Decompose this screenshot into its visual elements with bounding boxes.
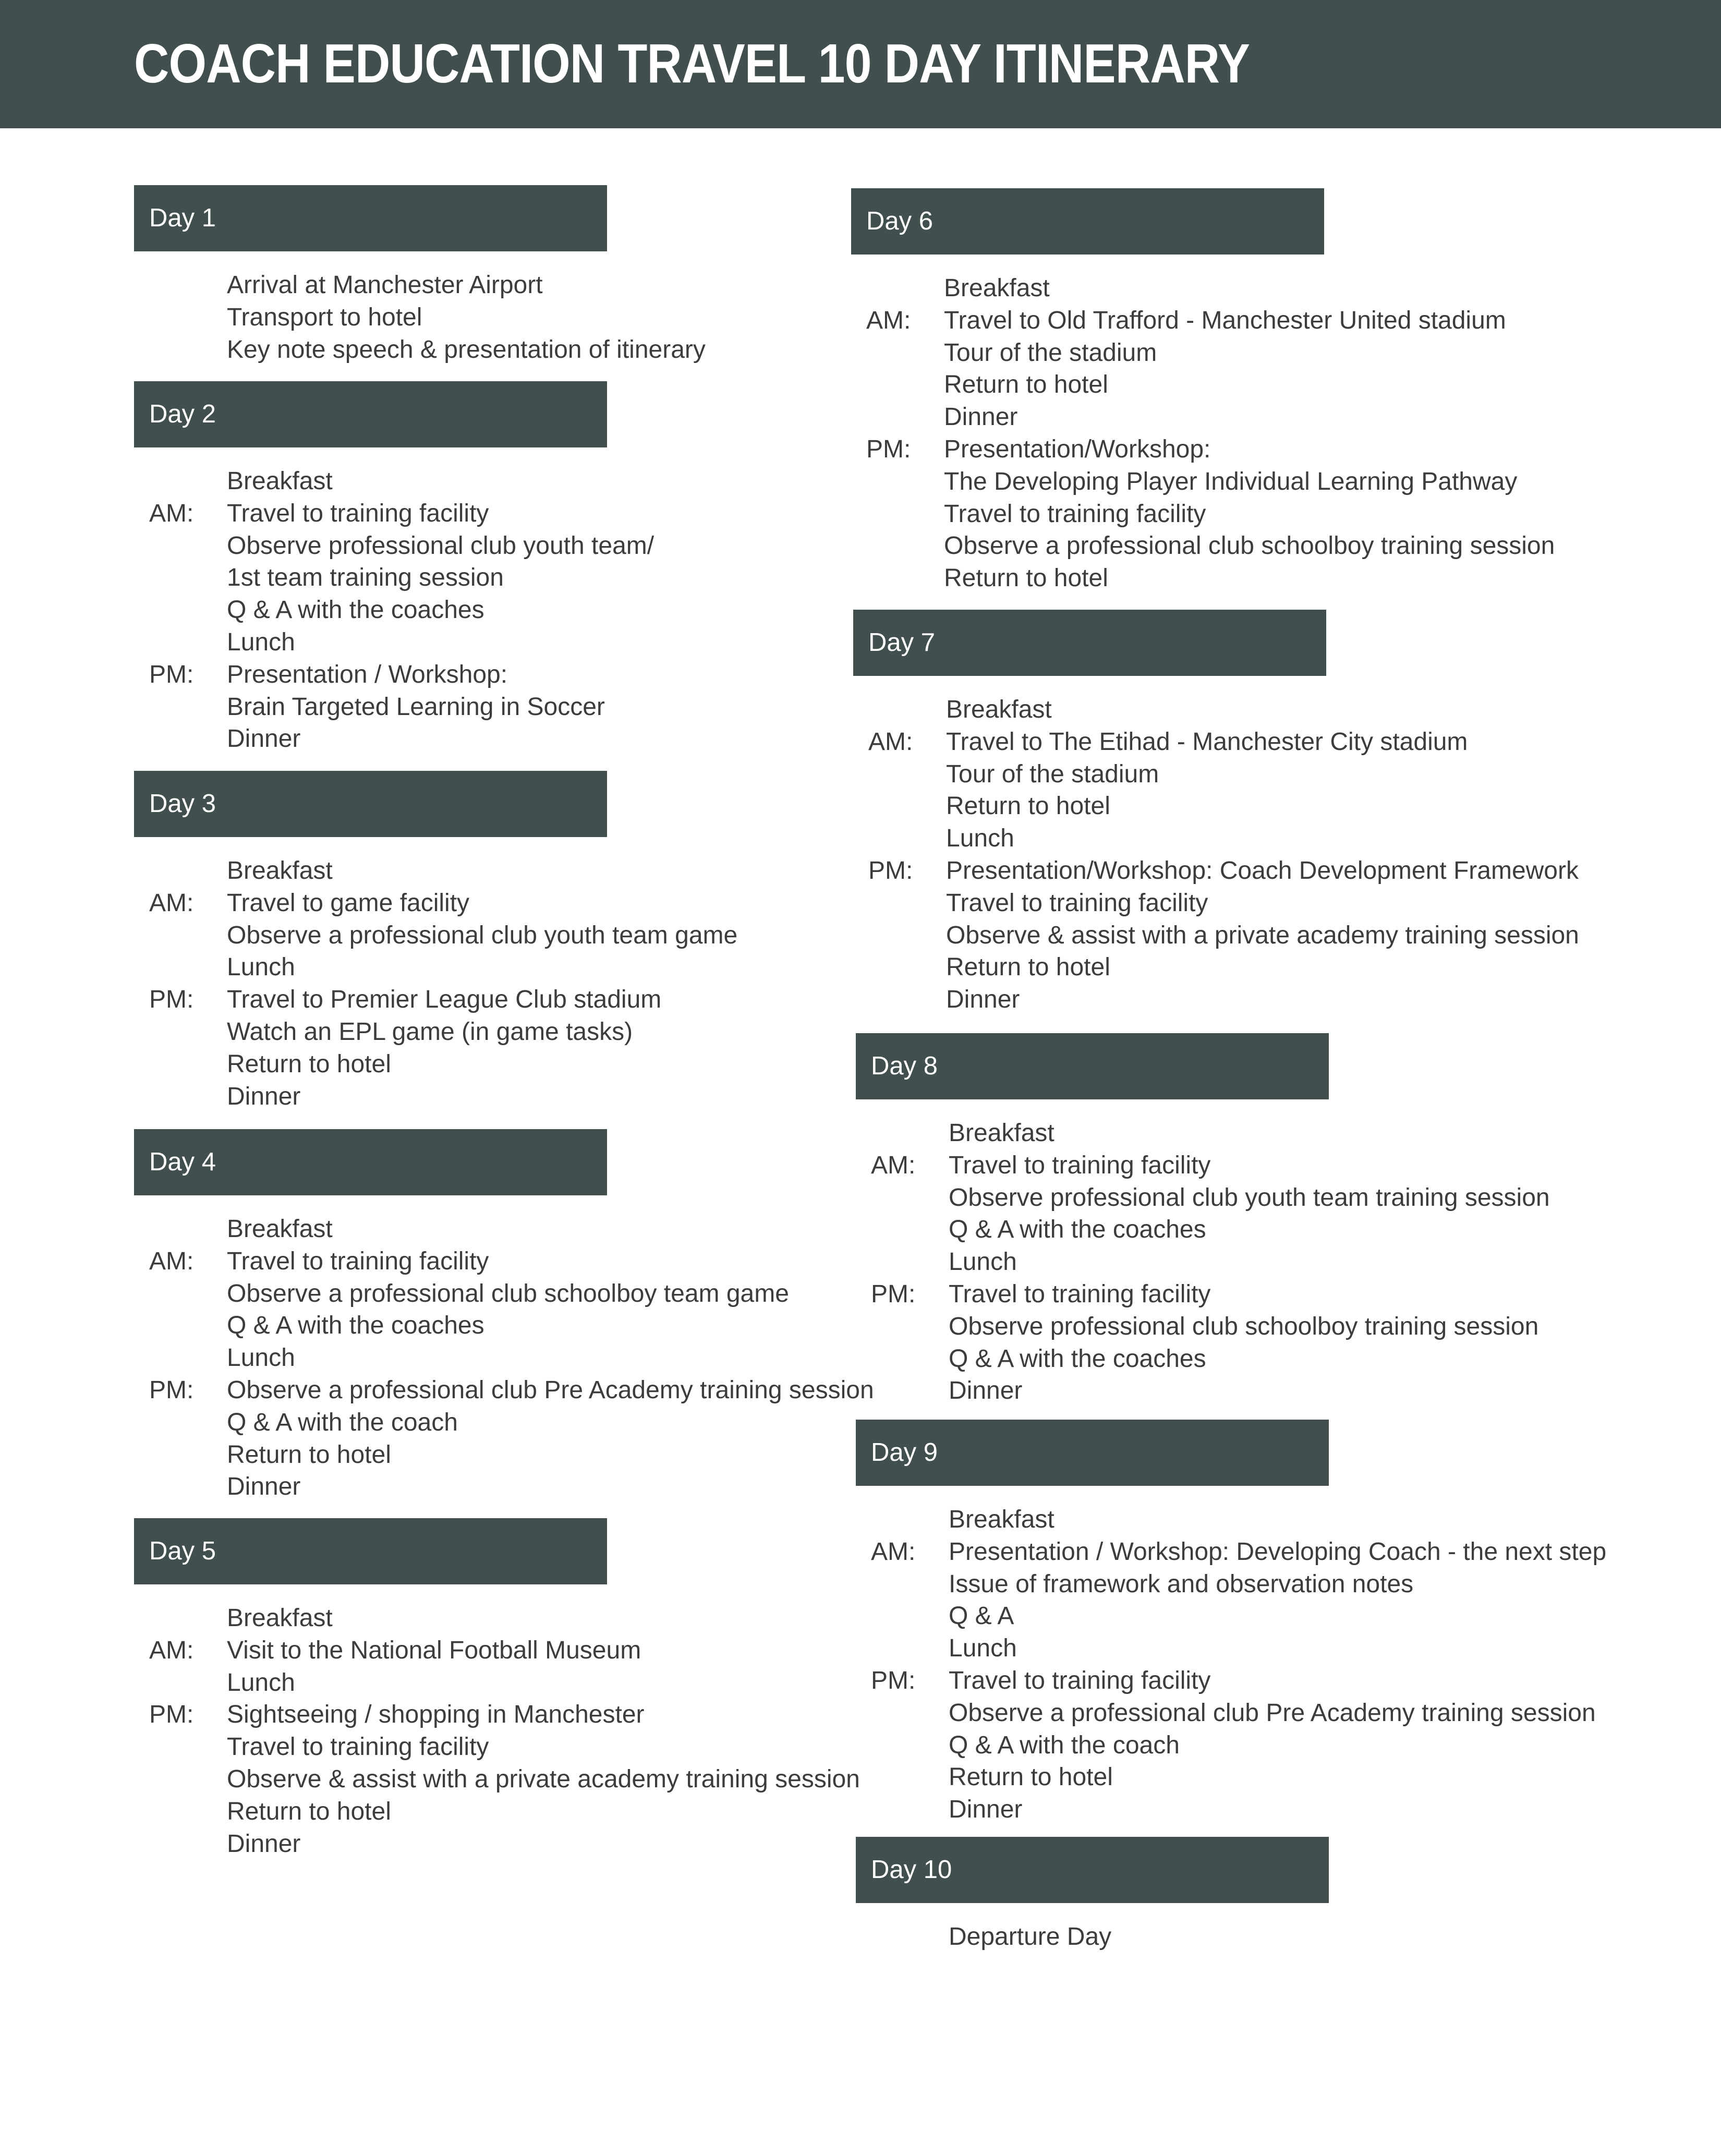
activity-text: Dinner — [944, 403, 1018, 431]
activity-text: Observe & assist with a private academy training session — [227, 1765, 860, 1793]
activity-text: Q & A with the coach — [949, 1731, 1180, 1759]
activity-row — [853, 951, 1326, 984]
activity-text: Brain Targeted Learning in Soccer — [227, 693, 605, 721]
day-header-bar — [134, 1129, 607, 1195]
activity-row — [134, 984, 662, 1016]
activity-row — [856, 1117, 1329, 1149]
time-of-day-tag: PM: — [149, 660, 194, 688]
activity-row — [134, 1213, 607, 1245]
activity-row — [134, 1699, 645, 1731]
day-label: Day 7 — [868, 628, 936, 657]
activity-text: Return to hotel — [946, 953, 1110, 982]
activity-text: Presentation / Workshop: — [227, 660, 508, 688]
activity-row — [134, 951, 607, 984]
time-of-day-tag: PM: — [149, 986, 194, 1014]
activity-text: Transport to hotel — [227, 303, 422, 331]
activity-row — [134, 1048, 607, 1081]
activity-row — [851, 530, 1555, 562]
activity-text: Breakfast — [949, 1506, 1055, 1533]
activity-row — [134, 334, 706, 366]
activity-text: Breakfast — [949, 1119, 1055, 1147]
time-of-day-tag: PM: — [149, 1376, 194, 1404]
activity-row — [134, 1374, 874, 1407]
activity-text: Lunch — [227, 1668, 295, 1697]
activity-row — [134, 1245, 607, 1278]
activity-row — [134, 1667, 607, 1699]
activity-row — [134, 562, 607, 594]
activity-row — [853, 758, 1326, 791]
activity-text: Presentation / Workshop: Developing Coach - the next step — [949, 1537, 1607, 1566]
activity-row — [856, 1921, 1329, 1953]
activity-row — [134, 919, 738, 952]
activity-text: Return to hotel — [227, 1050, 391, 1078]
activity-row — [851, 369, 1324, 401]
activity-row — [851, 498, 1324, 530]
activity-text: Return to hotel — [227, 1797, 391, 1825]
activity-row — [134, 1731, 607, 1763]
time-of-day-tag: AM: — [871, 1537, 916, 1566]
activity-row — [856, 1504, 1329, 1536]
activity-text: Q & A with the coaches — [227, 1312, 484, 1340]
activity-text: Breakfast — [946, 696, 1052, 723]
day-activity-list — [856, 1117, 1550, 1407]
activity-text: Watch an EPL game (in game tasks) — [227, 1018, 633, 1046]
day-label: Day 6 — [866, 207, 934, 235]
activity-row — [134, 691, 607, 723]
time-of-day-tag: PM: — [868, 856, 913, 885]
activity-row — [856, 1246, 1329, 1278]
time-of-day-tag: PM: — [149, 1701, 194, 1729]
activity-row — [853, 790, 1326, 822]
day-section — [856, 1837, 1329, 1953]
activity-text: Sightseeing / shopping in Manchester — [227, 1701, 645, 1729]
activity-row — [856, 1278, 1329, 1311]
day-activity-list — [851, 272, 1555, 595]
activity-row — [134, 269, 607, 301]
activity-text: Lunch — [227, 1344, 295, 1372]
day-section — [134, 1518, 860, 1860]
day-activity-list — [134, 1213, 874, 1503]
activity-row — [856, 1665, 1329, 1697]
activity-row — [134, 1407, 607, 1439]
activity-row — [856, 1697, 1596, 1729]
activity-text: Observe a professional club Pre Academy training session — [227, 1376, 874, 1404]
page-header — [0, 0, 1721, 128]
day-section — [856, 1420, 1607, 1826]
activity-row — [134, 301, 607, 334]
activity-text: Presentation/Workshop: — [944, 435, 1211, 463]
activity-row — [851, 401, 1324, 433]
activity-row — [134, 1081, 607, 1113]
activity-row — [134, 855, 607, 887]
activity-row — [134, 1439, 607, 1471]
activity-row — [134, 1471, 607, 1503]
activity-row — [856, 1214, 1329, 1246]
activity-text: Return to hotel — [944, 371, 1108, 399]
activity-text: Q & A — [949, 1602, 1014, 1630]
day-label: Day 2 — [149, 400, 216, 428]
activity-text: Q & A with the coaches — [949, 1216, 1206, 1244]
activity-row — [853, 984, 1326, 1016]
activity-row — [851, 562, 1324, 595]
activity-text: Observe professional club youth team training session — [949, 1183, 1550, 1212]
activity-text: Observe a professional club schoolboy training session — [944, 532, 1555, 560]
activity-text: Travel to training facility — [227, 1247, 489, 1275]
activity-text: Tour of the stadium — [946, 760, 1159, 788]
activity-text: Lunch — [227, 628, 295, 656]
day-header-bar — [851, 188, 1324, 255]
activity-row — [134, 1016, 633, 1048]
activity-text: Observe a professional club youth team game — [227, 921, 738, 949]
activity-row — [856, 1568, 1414, 1601]
day-section — [856, 1033, 1550, 1407]
activity-text: Dinner — [227, 1473, 301, 1501]
day-section — [134, 1129, 874, 1503]
activity-row — [134, 1796, 607, 1828]
activity-row — [856, 1343, 1329, 1375]
day-section — [134, 185, 706, 366]
activity-text: Travel to training facility — [227, 1733, 489, 1761]
day-header-bar — [134, 381, 607, 447]
activity-row — [851, 272, 1324, 305]
activity-row — [134, 1278, 789, 1310]
day-header-bar — [134, 1518, 607, 1584]
activity-text: Q & A with the coach — [227, 1408, 458, 1436]
day-header-bar — [853, 610, 1326, 676]
day-activity-list — [856, 1921, 1329, 1953]
day-activity-list — [134, 855, 738, 1112]
activity-row — [856, 1149, 1329, 1182]
activity-text: Dinner — [227, 725, 301, 753]
activity-row — [856, 1536, 1607, 1568]
activity-row — [856, 1632, 1329, 1665]
day-label: Day 5 — [149, 1537, 216, 1565]
day-activity-list — [134, 1602, 860, 1860]
time-of-day-tag: AM: — [149, 1636, 194, 1664]
activity-row — [134, 1763, 860, 1796]
time-of-day-tag: PM: — [871, 1280, 916, 1308]
activity-row — [134, 887, 607, 919]
activity-text: Travel to training facility — [949, 1280, 1211, 1308]
activity-text: Breakfast — [227, 467, 333, 495]
activity-text: Travel to training facility — [949, 1151, 1211, 1179]
time-of-day-tag: AM: — [149, 499, 194, 527]
activity-text: Observe a professional club schoolboy team game — [227, 1279, 789, 1307]
activity-text: Tour of the stadium — [944, 338, 1157, 367]
day-label: Day 8 — [871, 1052, 938, 1080]
activity-text: Dinner — [227, 1082, 301, 1110]
activity-row — [856, 1375, 1329, 1407]
activity-text: Breakfast — [227, 1215, 333, 1243]
activity-row — [853, 855, 1579, 887]
activity-text: Travel to training facility — [944, 500, 1206, 528]
activity-row — [853, 726, 1468, 758]
activity-text: Lunch — [946, 825, 1014, 853]
activity-text: Observe professional club schoolboy training session — [949, 1312, 1539, 1340]
day-label: Day 3 — [149, 790, 216, 818]
day-label: Day 9 — [871, 1438, 938, 1467]
activity-text: Return to hotel — [944, 564, 1108, 592]
activity-text: Breakfast — [227, 857, 333, 885]
activity-text: Return to hotel — [949, 1763, 1113, 1791]
activity-text: Observe a professional club Pre Academy training session — [949, 1699, 1596, 1727]
day-header-bar — [134, 771, 607, 837]
day-section — [134, 381, 655, 755]
activity-row — [851, 305, 1506, 337]
activity-row — [134, 1310, 607, 1342]
activity-text: Lunch — [949, 1634, 1017, 1663]
day-header-bar — [856, 1420, 1329, 1486]
activity-text: Q & A with the coaches — [949, 1345, 1206, 1373]
activity-row — [853, 694, 1326, 726]
activity-text: Visit to the National Football Museum — [227, 1636, 641, 1664]
activity-text: Travel to The Etihad - Manchester City stadium — [946, 728, 1468, 756]
activity-text: Dinner — [946, 986, 1020, 1014]
activity-row — [851, 433, 1324, 466]
day-header-bar — [856, 1837, 1329, 1903]
activity-row — [856, 1794, 1329, 1826]
activity-text: The Developing Player Individual Learning Pathway — [944, 467, 1518, 495]
time-of-day-tag: AM: — [871, 1151, 916, 1179]
day-activity-list — [853, 694, 1579, 1016]
activity-text: Breakfast — [227, 1604, 333, 1632]
activity-text: Travel to training facility — [949, 1666, 1211, 1694]
activity-text: Travel to training facility — [227, 499, 489, 527]
day-label: Day 1 — [149, 204, 216, 232]
day-header-bar — [134, 185, 607, 251]
activity-text: Departure Day — [949, 1923, 1112, 1951]
day-header-bar — [856, 1033, 1329, 1099]
activity-text: Key note speech & presentation of itinerary — [227, 335, 706, 364]
activity-text: Dinner — [949, 1796, 1023, 1824]
activity-row — [851, 337, 1324, 369]
activity-row — [134, 530, 655, 562]
day-label: Day 10 — [871, 1856, 952, 1884]
activity-row — [134, 626, 607, 659]
activity-text: Observe professional club youth team/ — [227, 531, 655, 560]
time-of-day-tag: PM: — [871, 1666, 916, 1694]
time-of-day-tag: AM: — [149, 889, 194, 917]
page-title: COACH EDUCATION TRAVEL 10 DAY ITINERARY — [134, 33, 1250, 94]
time-of-day-tag: PM: — [866, 435, 911, 463]
activity-row — [856, 1311, 1539, 1343]
activity-text: Arrival at Manchester Airport — [227, 271, 543, 299]
activity-row — [856, 1761, 1329, 1794]
activity-text: Return to hotel — [946, 792, 1110, 820]
day-activity-list — [856, 1504, 1607, 1826]
activity-text: Presentation/Workshop: Coach Development Framework — [946, 856, 1579, 885]
activity-row — [853, 919, 1579, 952]
activity-text: Travel to Premier League Club stadium — [227, 986, 662, 1014]
activity-text: Lunch — [227, 953, 295, 982]
time-of-day-tag: AM: — [868, 728, 913, 756]
activity-text: Q & A with the coaches — [227, 596, 484, 624]
activity-text: Return to hotel — [227, 1440, 391, 1469]
activity-row — [856, 1600, 1329, 1632]
activity-row — [856, 1729, 1329, 1762]
activity-row — [853, 887, 1326, 919]
activity-text: Breakfast — [944, 274, 1050, 302]
activity-text: Travel to Old Trafford - Manchester United stadium — [944, 306, 1506, 334]
activity-text: Dinner — [227, 1830, 301, 1858]
activity-row — [853, 822, 1326, 855]
time-of-day-tag: AM: — [149, 1247, 194, 1275]
activity-row — [134, 659, 607, 691]
activity-row — [134, 594, 607, 626]
activity-row — [134, 1828, 607, 1860]
activity-text: Travel to game facility — [227, 889, 470, 917]
activity-row — [851, 466, 1518, 498]
activity-row — [134, 1634, 641, 1667]
day-section — [134, 771, 738, 1112]
activity-text: Observe & assist with a private academy training session — [946, 921, 1579, 949]
day-section — [851, 188, 1555, 595]
day-section — [853, 610, 1579, 1016]
day-label: Day 4 — [149, 1148, 216, 1176]
time-of-day-tag: AM: — [866, 306, 911, 334]
day-activity-list — [134, 465, 655, 755]
activity-row — [134, 1342, 607, 1374]
activity-row — [134, 723, 607, 755]
activity-text: Issue of framework and observation notes — [949, 1570, 1414, 1598]
activity-text: Dinner — [949, 1377, 1023, 1405]
activity-text: Lunch — [949, 1248, 1017, 1276]
activity-row — [134, 465, 607, 498]
activity-row — [856, 1182, 1550, 1214]
activity-row — [134, 1602, 607, 1634]
day-activity-list — [134, 269, 706, 366]
activity-row — [134, 498, 607, 530]
activity-text: Travel to training facility — [946, 889, 1208, 917]
activity-text: 1st team training session — [227, 564, 504, 592]
